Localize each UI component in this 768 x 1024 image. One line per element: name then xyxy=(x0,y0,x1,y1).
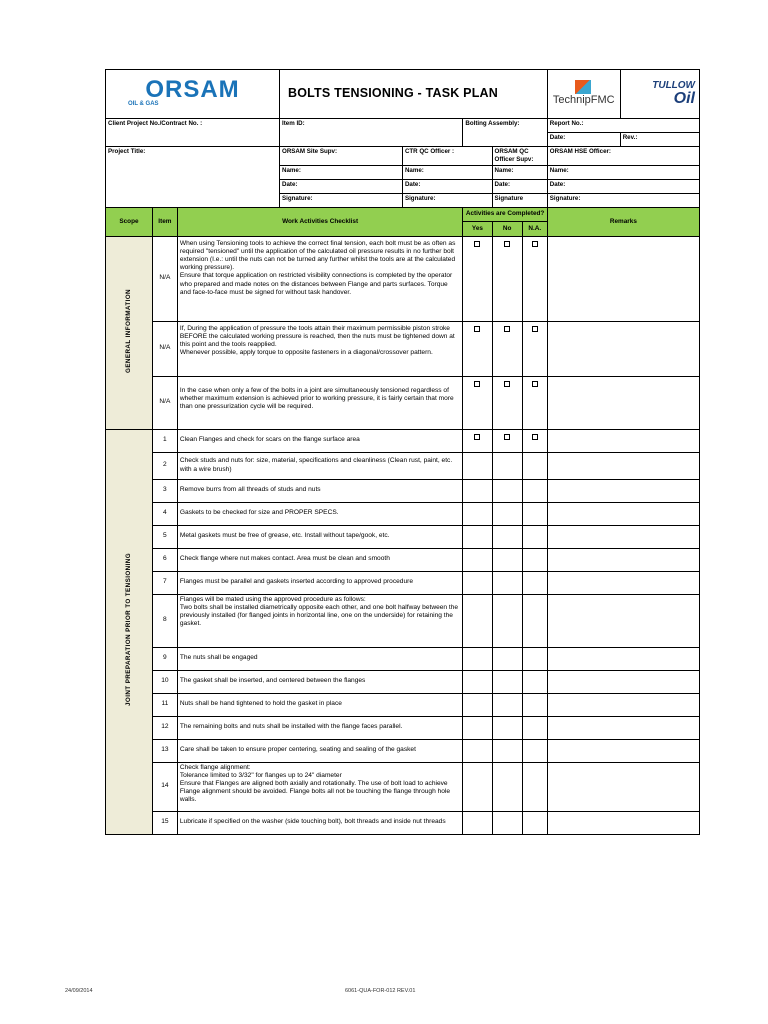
site-supv-signature-field[interactable]: Signature: xyxy=(280,193,403,207)
yes-cell[interactable] xyxy=(463,452,492,479)
na-cell[interactable] xyxy=(522,716,547,739)
remarks-cell[interactable] xyxy=(547,321,699,376)
yes-cell[interactable] xyxy=(463,594,492,647)
na-checkbox[interactable] xyxy=(522,321,547,376)
no-cell[interactable] xyxy=(492,479,522,502)
no-cell[interactable] xyxy=(492,670,522,693)
qc-officer-signature-field[interactable]: Signature xyxy=(492,193,547,207)
row-item: 4 xyxy=(152,502,177,525)
na-cell[interactable] xyxy=(522,647,547,670)
orsam-hse-officer-label: ORSAM HSE Officer: xyxy=(547,147,699,166)
table-row xyxy=(106,594,700,647)
table-row xyxy=(106,716,700,739)
remarks-cell[interactable] xyxy=(547,479,699,502)
row-description: Metal gaskets must be free of grease, etc. Install without tape/gook, etc. xyxy=(177,525,462,548)
joint-prep-scope: JOINT PREPARATION PRIOR TO TENSIONING xyxy=(106,429,153,834)
table-row xyxy=(106,479,700,502)
table-row xyxy=(106,452,700,479)
row-item: 2 xyxy=(152,452,177,479)
yes-checkbox[interactable] xyxy=(463,376,492,429)
yes-cell[interactable] xyxy=(463,479,492,502)
row-description: In the case when only a few of the bolts in a joint are simultaneously tensioned regardless of whether maximum extension is achieved prior to working pressure, it is fairly certain that more than one pressurization cycle will be required. xyxy=(177,376,462,429)
technip-logo: TechnipFMC xyxy=(547,70,620,119)
project-title-field[interactable]: Project Title: xyxy=(106,147,280,208)
na-cell[interactable] xyxy=(522,670,547,693)
row-description: Gaskets to be checked for size and PROPER SPECS. xyxy=(177,502,462,525)
row-item: 6 xyxy=(152,548,177,571)
no-cell[interactable] xyxy=(492,525,522,548)
na-cell[interactable] xyxy=(522,594,547,647)
row-description: Check studs and nuts for: size, material, specifications and cleanliness (Clean rust, paint, etc. with a wire brush) xyxy=(177,452,462,479)
na-cell[interactable] xyxy=(522,548,547,571)
remarks-cell[interactable] xyxy=(547,429,699,452)
no-cell[interactable] xyxy=(492,739,522,762)
table-row xyxy=(106,739,700,762)
row-description: Care shall be taken to ensure proper centering, seating and sealing of the gasket xyxy=(177,739,462,762)
footer-doc-ref: 6061-QUA-FOR-012 REV.01 xyxy=(345,988,416,994)
ctr-qc-signature-field[interactable]: Signature: xyxy=(402,193,492,207)
remarks-cell[interactable] xyxy=(547,811,699,834)
row-item: 12 xyxy=(152,716,177,739)
no-cell[interactable] xyxy=(492,594,522,647)
na-checkbox[interactable] xyxy=(522,429,547,452)
no-cell[interactable] xyxy=(492,452,522,479)
table-row xyxy=(106,571,700,594)
row-item: 1 xyxy=(152,429,177,452)
row-description: Check flange where nut makes contact. Area must be clean and smooth xyxy=(177,548,462,571)
row-item: 10 xyxy=(152,670,177,693)
ctr-qc-name-field[interactable]: Name: xyxy=(402,165,492,179)
header-row xyxy=(106,70,700,119)
scope-header: Scope xyxy=(106,207,153,236)
remarks-cell[interactable] xyxy=(547,647,699,670)
general-info-scope: GENERAL INFORMATION xyxy=(106,236,153,429)
remarks-cell[interactable] xyxy=(547,693,699,716)
bolting-assembly-field[interactable]: Bolting Assembly: xyxy=(463,119,547,147)
row-description: The remaining bolts and nuts shall be installed with the flange faces parallel. xyxy=(177,716,462,739)
yes-cell[interactable] xyxy=(463,693,492,716)
row-description: Remove burrs from all threads of studs and nuts xyxy=(177,479,462,502)
na-cell[interactable] xyxy=(522,502,547,525)
item-id-field[interactable]: Item ID: xyxy=(280,119,463,147)
row-item: 5 xyxy=(152,525,177,548)
report-no-field[interactable]: Report No.: xyxy=(547,119,699,133)
row-description: If, During the application of pressure the tools attain their maximum permissible piston stroke BEFORE the calculated working pressure is reached, then the nuts must be tightened down at this point and the tools reapplied. Whenever possible, apply torque to opposite fasteners in a diagonal/crossover pattern. xyxy=(177,321,462,376)
info-row-1 xyxy=(106,119,700,133)
yes-cell[interactable] xyxy=(463,762,492,811)
na-checkbox[interactable] xyxy=(522,236,547,321)
remarks-cell[interactable] xyxy=(547,502,699,525)
na-cell[interactable] xyxy=(522,525,547,548)
row-item: N/A xyxy=(152,376,177,429)
table-row xyxy=(106,321,700,376)
site-supv-date-field[interactable]: Date: xyxy=(280,179,403,193)
table-row xyxy=(106,548,700,571)
remarks-cell[interactable] xyxy=(547,716,699,739)
remarks-header: Remarks xyxy=(547,207,699,236)
rev-field[interactable]: Rev.: xyxy=(620,133,699,147)
remarks-cell[interactable] xyxy=(547,762,699,811)
info-row-3 xyxy=(106,147,700,166)
orsam-logo: ORSAM OIL & GAS xyxy=(106,70,280,119)
yes-cell[interactable] xyxy=(463,716,492,739)
yes-cell[interactable] xyxy=(463,548,492,571)
no-cell[interactable] xyxy=(492,571,522,594)
yes-cell[interactable] xyxy=(463,525,492,548)
table-row xyxy=(106,236,700,321)
na-checkbox[interactable] xyxy=(522,376,547,429)
no-checkbox[interactable] xyxy=(492,429,522,452)
yes-cell[interactable] xyxy=(463,811,492,834)
na-header: N.A. xyxy=(522,222,547,237)
table-row xyxy=(106,376,700,429)
na-cell[interactable] xyxy=(522,571,547,594)
table-row xyxy=(106,525,700,548)
na-cell[interactable] xyxy=(522,452,547,479)
row-item: 13 xyxy=(152,739,177,762)
yes-header: Yes xyxy=(463,222,492,237)
remarks-cell[interactable] xyxy=(547,670,699,693)
remarks-cell[interactable] xyxy=(547,739,699,762)
na-cell[interactable] xyxy=(522,739,547,762)
na-cell[interactable] xyxy=(522,762,547,811)
no-cell[interactable] xyxy=(492,762,522,811)
row-description: The nuts shall be engaged xyxy=(177,647,462,670)
table-row xyxy=(106,647,700,670)
no-cell[interactable] xyxy=(492,811,522,834)
na-cell[interactable] xyxy=(522,693,547,716)
remarks-cell[interactable] xyxy=(547,548,699,571)
row-item: 11 xyxy=(152,693,177,716)
yes-checkbox[interactable] xyxy=(463,429,492,452)
orsam-site-supv-label: ORSAM Site Supv: xyxy=(280,147,403,166)
ctr-qc-officer-label: CTR QC Officer : xyxy=(402,147,492,166)
no-cell[interactable] xyxy=(492,716,522,739)
no-header: No xyxy=(492,222,522,237)
yes-checkbox[interactable] xyxy=(463,321,492,376)
remarks-cell[interactable] xyxy=(547,525,699,548)
table-row xyxy=(106,693,700,716)
yes-cell[interactable] xyxy=(463,670,492,693)
row-description: Lubricate if specified on the washer (side touching bolt), bolt threads and inside nut threads xyxy=(177,811,462,834)
yes-cell[interactable] xyxy=(463,571,492,594)
yes-cell[interactable] xyxy=(463,739,492,762)
remarks-cell[interactable] xyxy=(547,594,699,647)
row-item: N/A xyxy=(152,321,177,376)
hse-officer-name-field[interactable]: Name: xyxy=(547,165,699,179)
qc-officer-date-field[interactable]: Date: xyxy=(492,179,547,193)
report-date-field[interactable]: Date: xyxy=(547,133,620,147)
remarks-cell[interactable] xyxy=(547,236,699,321)
row-description: Clean Flanges and check for scars on the flange surface area xyxy=(177,429,462,452)
checklist-header: Work Activities Checklist xyxy=(177,207,462,236)
task-plan-sheet xyxy=(105,69,700,835)
row-description: Check flange alignment: Tolerance limited to 3/32" for flanges up to 24" diameter Ensure that Flanges are aligned both axially and rotationally. The use of bolt load to achieve Flange alignment should be avoided. Flange bolts all not be touching the flange through hole walls. xyxy=(177,762,462,811)
hse-officer-signature-field[interactable]: Signature: xyxy=(547,193,699,207)
checklist-header-row xyxy=(106,207,700,222)
table-row xyxy=(106,762,700,811)
no-checkbox[interactable] xyxy=(492,236,522,321)
no-checkbox[interactable] xyxy=(492,376,522,429)
row-item: 14 xyxy=(152,762,177,811)
orsam-qc-officer-label: ORSAM QC Officer Supv: xyxy=(492,147,547,166)
footer-date: 24/09/2014 xyxy=(65,988,93,994)
row-description: When using Tensioning tools to achieve the correct final tension, each bolt must be as often as required "tensioned" until the application of the calculated oil pressure results in no further bolt extension (I.e.: until the nuts can not be turned any further whilst the tools are at the calculated working pressure). Ensure that torque application on restricted visibility connections is completed by the operator who prepared and made notes on the distances between Flange and parts surfaces. Torque and face-to-face must be signed for without task handover. xyxy=(177,236,462,321)
client-project-field[interactable]: Client Project No./Contract No. : xyxy=(106,119,280,147)
no-cell[interactable] xyxy=(492,647,522,670)
ctr-qc-date-field[interactable]: Date: xyxy=(402,179,492,193)
row-description: Nuts shall be hand tightened to hold the gasket in place xyxy=(177,693,462,716)
table-row xyxy=(106,502,700,525)
remarks-cell[interactable] xyxy=(547,376,699,429)
table-row xyxy=(106,429,700,452)
table-row xyxy=(106,811,700,834)
tullow-logo: TULLOW Oil xyxy=(620,70,699,119)
yes-checkbox[interactable] xyxy=(463,236,492,321)
row-item: 8 xyxy=(152,594,177,647)
completed-header: Activities are Completed? xyxy=(463,207,547,222)
remarks-cell[interactable] xyxy=(547,452,699,479)
item-header: Item xyxy=(152,207,177,236)
no-cell[interactable] xyxy=(492,693,522,716)
row-item: 7 xyxy=(152,571,177,594)
row-item: N/A xyxy=(152,236,177,321)
yes-cell[interactable] xyxy=(463,647,492,670)
row-description: Flanges must be parallel and gaskets inserted according to approved procedure xyxy=(177,571,462,594)
hse-officer-date-field[interactable]: Date: xyxy=(547,179,699,193)
remarks-cell[interactable] xyxy=(547,571,699,594)
document-title: BOLTS TENSIONING - TASK PLAN xyxy=(280,70,548,119)
row-item: 9 xyxy=(152,647,177,670)
row-item: 15 xyxy=(152,811,177,834)
row-description: The gasket shall be inserted, and centered between the flanges xyxy=(177,670,462,693)
qc-officer-name-field[interactable]: Name: xyxy=(492,165,547,179)
no-checkbox[interactable] xyxy=(492,321,522,376)
no-cell[interactable] xyxy=(492,502,522,525)
na-cell[interactable] xyxy=(522,811,547,834)
site-supv-name-field[interactable]: Name: xyxy=(280,165,403,179)
row-item: 3 xyxy=(152,479,177,502)
table-row xyxy=(106,670,700,693)
yes-cell[interactable] xyxy=(463,502,492,525)
task-plan-table xyxy=(105,69,700,835)
no-cell[interactable] xyxy=(492,548,522,571)
row-description: Flanges will be mated using the approved procedure as follows: Two bolts shall be installed diametrically opposite each other, and one bolt halfway between the previously installed (for flanged joints in horizontal line, one on the underside) for retaining the gasket. xyxy=(177,594,462,647)
na-cell[interactable] xyxy=(522,479,547,502)
